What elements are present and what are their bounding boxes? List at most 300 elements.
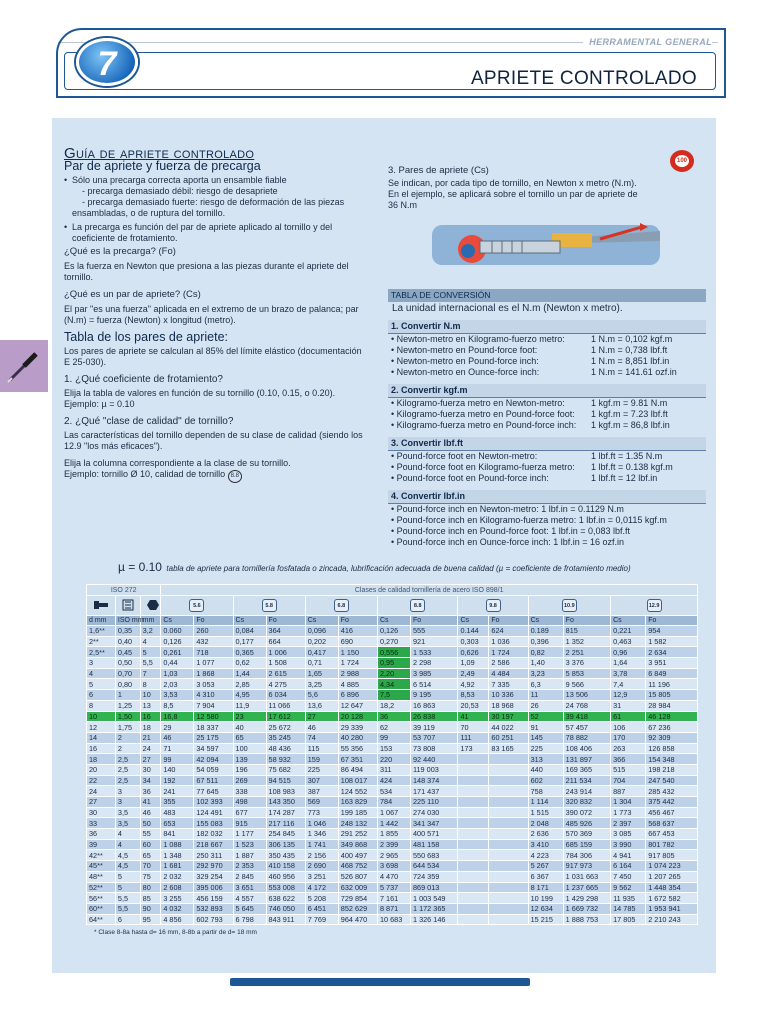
table-cell: 4 557: [233, 893, 266, 904]
table-cell: 1 741: [305, 839, 338, 850]
table-cell: 456 159: [194, 893, 233, 904]
table-cell: 4 032: [161, 903, 194, 914]
table-cell: 42**: [87, 850, 116, 861]
chapter-badge: 7: [76, 38, 138, 86]
table-cell: 0.060: [161, 626, 194, 637]
table-cell: 67 351: [338, 754, 377, 765]
table-cell: 1 326 146: [410, 914, 457, 925]
table-cell: 57 457: [563, 722, 610, 733]
conversion-intro: La unidad internacional es el N.m (Newton x metro).: [392, 303, 623, 314]
table-cell: 1 346: [305, 829, 338, 840]
table-cell: 306 135: [266, 839, 305, 850]
table-cell: 5: [87, 679, 116, 690]
subtitle-table: Tabla de los pares de apriete:: [64, 330, 228, 344]
table-cell: 0,177: [233, 636, 266, 647]
table-cell: 199 185: [338, 807, 377, 818]
unit-header: Cs: [377, 616, 410, 626]
table-cell: 18: [87, 754, 116, 765]
table-row: [87, 636, 698, 647]
table-cell: 3: [87, 658, 116, 669]
table-cell: 241: [161, 786, 194, 797]
question-friction: 1. ¿Qué coeficiente de frotamiento?: [64, 374, 223, 385]
table-cell: 174 287: [266, 807, 305, 818]
table-cell: 1,44: [233, 668, 266, 679]
unit-header: Fo: [563, 616, 610, 626]
table-cell: 432: [194, 636, 233, 647]
table-cell: 16 863: [410, 700, 457, 711]
table-cell: 285 432: [646, 786, 698, 797]
table-cell: 77 645: [194, 786, 233, 797]
table-cell: 254 845: [266, 829, 305, 840]
table-cell: 1,64: [611, 658, 646, 669]
guide-column: [64, 145, 364, 483]
table-cell: 2 353: [233, 861, 266, 872]
table-cell: 869 013: [410, 882, 457, 893]
table-cell: 260: [194, 626, 233, 637]
table-cell: 61: [611, 711, 646, 722]
table-cell: 60**: [87, 903, 116, 914]
unit-header: Cs: [233, 616, 266, 626]
table-cell: 1 036: [489, 636, 528, 647]
table-cell: 5: [140, 647, 161, 658]
table-cell: 25 672: [266, 722, 305, 733]
side-tab: [0, 340, 48, 392]
table-cell: 4,5: [115, 850, 140, 861]
friction-text: Elija la tabla de valores en función de su tornillo (0.10, 0.15, o 0.20).: [64, 388, 336, 398]
table-cell: 4: [115, 839, 140, 850]
conversion-row: • Pound-force foot en Kilogramo-fuerza metro: 1 lbf.ft = 0.138 kgf.m: [391, 462, 673, 472]
torque-100-icon: 100: [670, 150, 694, 172]
class-header: 5.8: [233, 596, 305, 616]
table-cell: 6 451: [305, 903, 338, 914]
table-cell: 5 645: [233, 903, 266, 914]
class-badge: 8.8: [228, 470, 242, 483]
table-cell: 16: [87, 743, 116, 754]
table-cell: [489, 871, 528, 882]
class-header: 8.8: [377, 596, 457, 616]
table-cell: 225: [528, 743, 563, 754]
subtitle-preload: Par de apriete y fuerza de precarga: [64, 159, 261, 173]
table-cell: 1,03: [161, 668, 194, 679]
table-cell: 102 393: [194, 797, 233, 808]
table-cell: 0,82: [528, 647, 563, 658]
table-row: [87, 797, 698, 808]
table-row: [87, 850, 698, 861]
table-row: [87, 700, 698, 711]
table-cell: 6 514: [410, 679, 457, 690]
unit-header: Cs: [528, 616, 563, 626]
table-cell: 534: [377, 786, 410, 797]
table-cell: 155 083: [194, 818, 233, 829]
table-cell: 85: [140, 893, 161, 904]
list-item: • La precarga es función del par de apriete aplicado al tornillo y del coeficiente de frotamiento.: [64, 222, 364, 244]
answer-cs: El par "es una fuerza" aplicada en el extremo de un brazo de palanca; par (N.m) = fuerza (Newton) x longitud (metro).: [64, 304, 359, 325]
table-cell: 0,126: [161, 636, 194, 647]
table-cell: 46 128: [646, 711, 698, 722]
table-cell: 16: [140, 711, 161, 722]
table-cell: 2 251: [563, 647, 610, 658]
table-cell: 6 367: [528, 871, 563, 882]
table-cell: 3 985: [410, 668, 457, 679]
table-cell: 0,70: [115, 668, 140, 679]
table-cell: 2 608: [161, 882, 194, 893]
table-cell: [489, 797, 528, 808]
table-cell: 307: [305, 775, 338, 786]
table-cell: 192: [161, 775, 194, 786]
table-cell: 3,78: [611, 668, 646, 679]
unit-header: mm: [140, 616, 161, 626]
table-cell: 39 119: [410, 722, 457, 733]
table-cell: 243 914: [563, 786, 610, 797]
table-cell: 0,096: [305, 626, 338, 637]
table-cell: 1,09: [458, 658, 489, 669]
table-cell: 5: [115, 882, 140, 893]
table-cell: 350 435: [266, 850, 305, 861]
table-cell: 2,5: [115, 764, 140, 775]
table-cell: 1 953 941: [646, 903, 698, 914]
table-cell: 5 853: [563, 668, 610, 679]
table-cell: 5,5: [115, 893, 140, 904]
table-cell: 15 805: [646, 690, 698, 701]
table-cell: 440: [528, 764, 563, 775]
table-cell: 2,5**: [87, 647, 116, 658]
table-cell: 16,8: [161, 711, 194, 722]
table-row: [87, 818, 698, 829]
screwdriver-icon: [6, 348, 42, 384]
table-cell: 14: [87, 732, 116, 743]
table-cell: 46: [161, 732, 194, 743]
table-cell: 1 088: [161, 839, 194, 850]
table-cell: 468 752: [338, 861, 377, 872]
table-cell: 225: [305, 764, 338, 775]
table-cell: 4 470: [377, 871, 410, 882]
table-cell: 100: [233, 743, 266, 754]
table-cell: 54 059: [194, 764, 233, 775]
table-cell: 1 868: [194, 668, 233, 679]
table-cell: 0,556: [377, 647, 410, 658]
table-cell: 7 335: [489, 679, 528, 690]
table-cell: [458, 764, 489, 775]
table-cell: 532 893: [194, 903, 233, 914]
unit-header: Fo: [338, 616, 377, 626]
table-cell: 56**: [87, 893, 116, 904]
table-row: [87, 882, 698, 893]
table-cell: 602: [528, 775, 563, 786]
table-cell: 44 022: [489, 722, 528, 733]
table-cell: 4: [140, 636, 161, 647]
table-cell: 10: [140, 690, 161, 701]
table-cell: 1,40: [528, 658, 563, 669]
conversion-row: • Kilogramo-fuerza metro en Newton-metro: 1 kgf.m = 9.81 N.m: [391, 398, 668, 408]
table-cell: 154 348: [646, 754, 698, 765]
table-row: [87, 722, 698, 733]
table-cell: 11 935: [611, 893, 646, 904]
table-cell: 0,62: [233, 658, 266, 669]
table-cell: 0.189: [528, 626, 563, 637]
table-cell: 1,65: [305, 668, 338, 679]
table-cell: 3 255: [161, 893, 194, 904]
table-cell: 690: [338, 636, 377, 647]
preload-list-2: [64, 222, 364, 244]
table-cell: 2,49: [458, 668, 489, 679]
table-cell: 0,95: [377, 658, 410, 669]
table-cell: 99: [377, 732, 410, 743]
table-cell: 0,35: [115, 626, 140, 637]
table-cell: [458, 754, 489, 765]
table-cell: 250 311: [194, 850, 233, 861]
table-cell: 0,365: [233, 647, 266, 658]
table-cell: 815: [563, 626, 610, 637]
table-cell: 9 195: [410, 690, 457, 701]
table-cell: 30: [140, 764, 161, 775]
table-cell: 1 724: [489, 647, 528, 658]
table-cell: 349 868: [338, 839, 377, 850]
table-cell: 1 887: [233, 850, 266, 861]
table-cell: 4,5: [115, 861, 140, 872]
table-cell: 18: [140, 722, 161, 733]
table-cell: 460 956: [266, 871, 305, 882]
table-cell: [458, 882, 489, 893]
unit-header: Fo: [194, 616, 233, 626]
table-cell: 46: [305, 722, 338, 733]
table-cell: 784 306: [563, 850, 610, 861]
table-cell: 0,270: [377, 636, 410, 647]
table-cell: 75 682: [266, 764, 305, 775]
table-cell: 485 926: [563, 818, 610, 829]
table-row: [87, 690, 698, 701]
table-cell: 964 470: [338, 914, 377, 925]
torque-text: Se indican, por cada tipo de tornillo, en Newton x metro (N.m). En el ejemplo, se aplicará sobre el tornillo un par de apriete de 36 N.m: [388, 178, 638, 210]
table-cell: 1,6**: [87, 626, 116, 637]
table-cell: 42 094: [194, 754, 233, 765]
table-cell: 45**: [87, 861, 116, 872]
table-cell: 0,303: [458, 636, 489, 647]
table-cell: 1 150: [338, 647, 377, 658]
table-cell: 2,5: [115, 775, 140, 786]
friction-note: µ = 0.10 tabla de apriete para tornillería fosfatada o zincada, lubrificación adecuada de buena calidad (µ = coeficiente de frotamiento medio): [118, 560, 631, 574]
table-cell: 217 116: [266, 818, 305, 829]
table-cell: 67 511: [194, 775, 233, 786]
table-cell: 94 515: [266, 775, 305, 786]
class-choose: Elija la columna correspondiente a la clase de su tornillo.: [64, 458, 291, 468]
table-cell: 60 251: [489, 732, 528, 743]
bolt-diameter-icon: [87, 596, 116, 616]
conversion-row: • Pound-force inch en Pound-force foot: 1 lbf.in = 0,083 lbf.ft: [391, 526, 631, 536]
table-cell: 1,25: [115, 700, 140, 711]
table-cell: 2 988: [338, 668, 377, 679]
conversion-row: • Newton-metro en Kilogramo-fuerzo metro: 1 N.m = 0,102 kgf.m: [391, 334, 673, 344]
table-cell: [489, 914, 528, 925]
table-cell: 31: [611, 700, 646, 711]
table-cell: 1 077: [194, 658, 233, 669]
table-cell: 5: [115, 871, 140, 882]
table-cell: 0,40: [115, 636, 140, 647]
table-cell: 15 215: [528, 914, 563, 925]
table-cell: 2 298: [410, 658, 457, 669]
guide-title: Guía de apriete controlado: [64, 145, 255, 162]
table-cell: 4 275: [266, 679, 305, 690]
table-cell: 163 829: [338, 797, 377, 808]
table-cell: 632 009: [338, 882, 377, 893]
table-cell: [489, 861, 528, 872]
page-title: APRIETE CONTROLADO: [470, 68, 697, 89]
title-frame: [56, 28, 726, 98]
table-cell: 852 629: [338, 903, 377, 914]
unit-header: Fo: [646, 616, 698, 626]
unit-header: Cs: [305, 616, 338, 626]
table-cell: [458, 775, 489, 786]
table-cell: 758: [528, 786, 563, 797]
table-cell: 269: [233, 775, 266, 786]
table-cell: 10 336: [489, 690, 528, 701]
table-cell: 4: [115, 829, 140, 840]
table-row: [87, 829, 698, 840]
table-cell: 3 990: [611, 839, 646, 850]
table-cell: 111: [458, 732, 489, 743]
table-cell: 515: [611, 764, 646, 775]
table-cell: 2 210 243: [646, 914, 698, 925]
table-intro: Los pares de apriete se calculan al 85% del límite elástico (documentación E 25-030).: [64, 346, 362, 367]
table-cell: 126 858: [646, 743, 698, 754]
table-cell: 36: [140, 786, 161, 797]
table-cell: 27: [140, 754, 161, 765]
class-header: 6.8: [305, 596, 377, 616]
table-cell: [489, 829, 528, 840]
table-cell: 124 491: [194, 807, 233, 818]
table-cell: 2 965: [377, 850, 410, 861]
table-cell: 1 773: [611, 807, 646, 818]
table-cell: 1 006: [266, 647, 305, 658]
table-cell: [489, 893, 528, 904]
table-cell: 173: [458, 743, 489, 754]
table-cell: 6 034: [266, 690, 305, 701]
table-cell: 570 369: [563, 829, 610, 840]
table-cell: 6,3: [528, 679, 563, 690]
table-cell: 74: [305, 732, 338, 743]
table-cell: 2 615: [266, 668, 305, 679]
table-cell: 24 768: [563, 700, 610, 711]
table-cell: 4,92: [458, 679, 489, 690]
table-cell: [458, 818, 489, 829]
table-cell: 4 484: [489, 668, 528, 679]
table-cell: 3 698: [377, 861, 410, 872]
table-cell: 40: [233, 722, 266, 733]
table-footnote: * Clase 8-8a hasta d= 16 mm, 8-8b a partir de d= 18 mm: [94, 929, 257, 937]
table-cell: 3,23: [528, 668, 563, 679]
table-cell: [458, 903, 489, 914]
torque-table-wrap: [86, 584, 698, 936]
table-row: [87, 861, 698, 872]
preload-list: [64, 175, 364, 219]
table-cell: 274 030: [410, 807, 457, 818]
table-cell: 131 897: [563, 754, 610, 765]
table-cell: 4: [87, 668, 116, 679]
table-cell: 40 280: [338, 732, 377, 743]
table-cell: 1 352: [563, 636, 610, 647]
table-cell: 1 888 753: [563, 914, 610, 925]
table-cell: 90: [140, 903, 161, 914]
table-cell: 6 896: [338, 690, 377, 701]
footer-strip: [230, 978, 530, 986]
table-cell: 0,417: [305, 647, 338, 658]
conversion-group-title: 1. Convertir N.m: [388, 320, 706, 334]
table-cell: 18 968: [489, 700, 528, 711]
unit-header: Fo: [266, 616, 305, 626]
table-cell: 2 156: [305, 850, 338, 861]
table-cell: 644 534: [410, 861, 457, 872]
table-cell: [489, 818, 528, 829]
table-row: [87, 903, 698, 914]
table-cell: 8: [140, 679, 161, 690]
table-cell: 746 050: [266, 903, 305, 914]
table-cell: 1 533: [410, 647, 457, 658]
table-cell: 24: [87, 786, 116, 797]
table-cell: 115: [305, 743, 338, 754]
classes-label: Clases de calidad tornillería de acero ISO 898/1: [161, 585, 698, 596]
table-cell: 99: [161, 754, 194, 765]
table-cell: 341 347: [410, 818, 457, 829]
table-cell: 498: [233, 797, 266, 808]
table-cell: 801 782: [646, 839, 698, 850]
table-cell: 12,9: [611, 690, 646, 701]
table-cell: 313: [528, 754, 563, 765]
table-cell: 9 562: [611, 882, 646, 893]
table-cell: 7 769: [305, 914, 338, 925]
table-cell: 1 237 665: [563, 882, 610, 893]
table-cell: 248 132: [338, 818, 377, 829]
table-cell: 3,5: [115, 818, 140, 829]
table-cell: 773: [305, 807, 338, 818]
table-cell: 602 793: [194, 914, 233, 925]
table-cell: 456 467: [646, 807, 698, 818]
table-row: [87, 775, 698, 786]
table-cell: 624: [489, 626, 528, 637]
table-cell: 390 072: [563, 807, 610, 818]
table-cell: 7 161: [377, 893, 410, 904]
table-cell: 729 854: [338, 893, 377, 904]
conversion-groups: [388, 320, 706, 548]
table-cell: 3 085: [611, 829, 646, 840]
table-cell: [489, 903, 528, 914]
table-cell: 58 932: [266, 754, 305, 765]
table-cell: [458, 861, 489, 872]
table-cell: 3,5: [115, 807, 140, 818]
table-cell: 2 586: [489, 658, 528, 669]
table-cell: [458, 871, 489, 882]
table-cell: 0,626: [458, 647, 489, 658]
table-cell: [489, 807, 528, 818]
table-cell: 124 552: [338, 786, 377, 797]
table-cell: 80: [140, 882, 161, 893]
table-cell: 17 805: [611, 914, 646, 925]
conversion-row: • Pound-force inch en Ounce-force inch: 1 lbf.in = 16 ozf.in: [391, 537, 625, 547]
table-cell: 34: [140, 775, 161, 786]
table-row: [87, 743, 698, 754]
table-cell: 10: [87, 711, 116, 722]
table-cell: 375 442: [646, 797, 698, 808]
table-cell: 2: [115, 743, 140, 754]
table-cell: 52**: [87, 882, 116, 893]
table-cell: 1 669 732: [563, 903, 610, 914]
table-cell: 46: [140, 807, 161, 818]
table-cell: [489, 754, 528, 765]
class-header: 5.6: [161, 596, 233, 616]
table-cell: 21: [140, 732, 161, 743]
table-cell: 30 197: [489, 711, 528, 722]
table-cell: [489, 786, 528, 797]
table-cell: [489, 775, 528, 786]
table-cell: 7,4: [611, 679, 646, 690]
